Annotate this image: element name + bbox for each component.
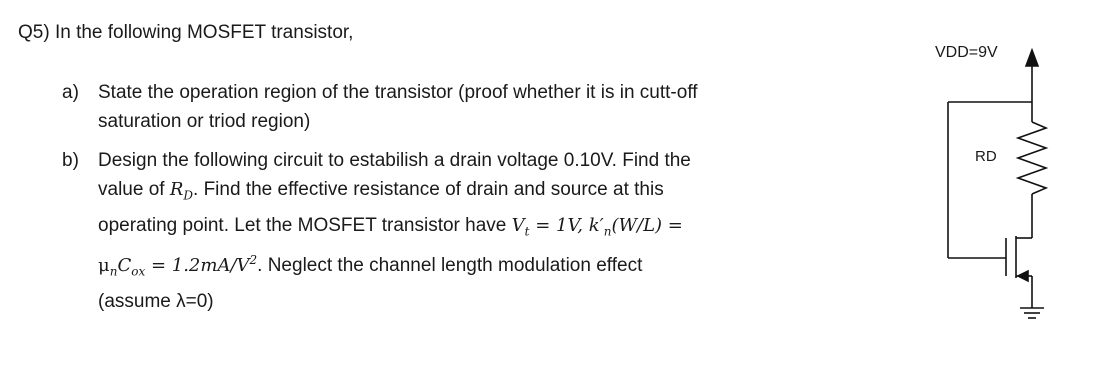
- part-b-line-2: value of $R_D$. Find the effective resistance of drain and source at this: [98, 179, 664, 203]
- part-b-marker: b): [62, 150, 79, 171]
- kn-expression: $k'_n(W/L)$ =: [588, 214, 683, 239]
- resistor-rd-icon: [1018, 122, 1046, 194]
- part-b-line-5: (assume λ=0): [98, 290, 214, 312]
- part-b-line-4: $\mu_nC_{ox} = 1.2mA/V^2$. Neglect the channel length modulation effect: [98, 253, 643, 279]
- part-a-line-1: State the operation region of the transistor (proof whether it is in cutt-off: [98, 82, 698, 103]
- part-b-line-1: Design the following circuit to estabilish a drain voltage 0.10V. Find the: [98, 150, 691, 171]
- rd-label: RD: [975, 148, 997, 165]
- question-title: Q5) In the following MOSFET transistor,: [18, 22, 354, 43]
- part-a-line-2: saturation or triod region): [98, 111, 311, 132]
- part-a: [62, 78, 902, 136]
- mosfet-circuit-diagram: [930, 36, 1060, 336]
- vdd-label: VDD=9V: [935, 44, 998, 61]
- part-a-marker: a): [62, 82, 79, 103]
- source-arrow-icon: [1018, 271, 1028, 281]
- rd-symbol: $R_D$: [169, 179, 194, 203]
- vdd-arrow-icon: [1026, 50, 1038, 66]
- part-b-line-3: operating point. Let the MOSFET transistor have $V_t = 1V$, $k'_n(W/L)$ =: [98, 214, 683, 239]
- part-b: [62, 146, 902, 316]
- vt-expression: $V_t = 1V$,: [511, 214, 589, 239]
- mu-cox-expression: $\mu_nC_{ox} = 1.2mA/V^2$: [98, 253, 258, 279]
